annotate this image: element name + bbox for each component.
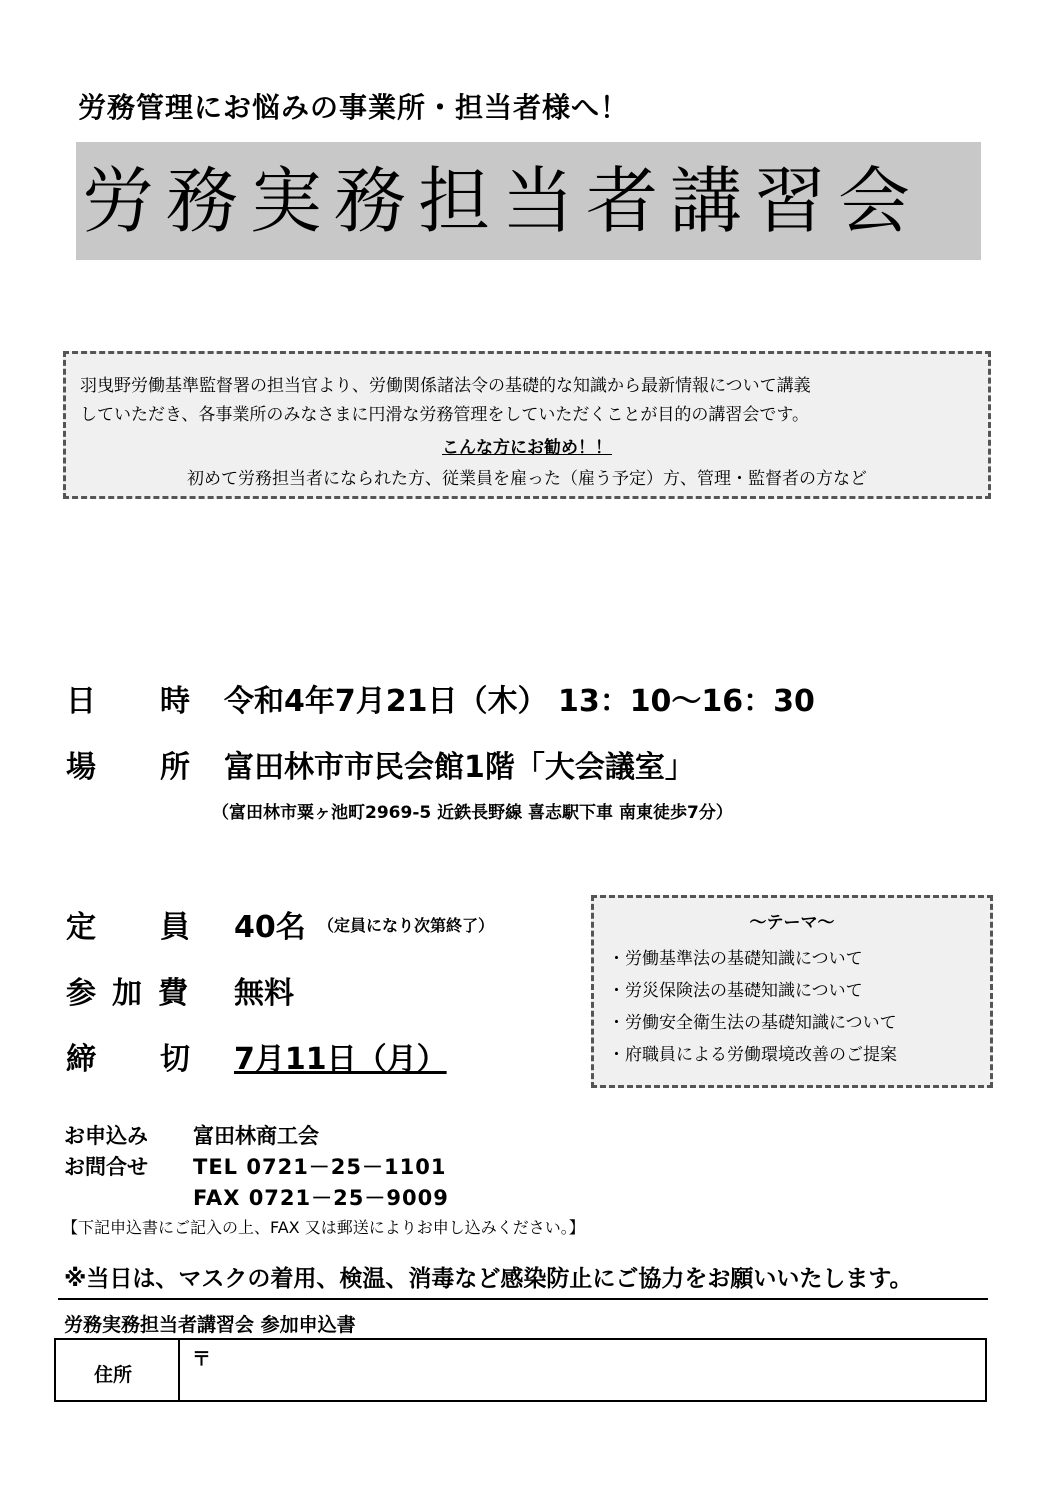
deadline-label-1: 締: [66, 1042, 96, 1077]
inquiry-label: お問合せ: [64, 1155, 148, 1179]
fax-number: FAX 0721－25－9009: [193, 1186, 449, 1210]
capacity-value: 40名: [234, 910, 306, 945]
tel-number: TEL 0721－25－1101: [193, 1155, 447, 1179]
recommend-heading: こんな方にお勧め！！: [442, 438, 612, 458]
subtitle: 労務管理にお悩みの事業所・担当者様へ！: [78, 91, 630, 124]
access-info: （富田林市粟ヶ池町2969-5 近鉄長野線 喜志駅下車 南東徒歩7分）: [212, 803, 733, 823]
date-label-2: 時: [160, 684, 190, 719]
theme-title: ～テーマ～: [749, 913, 835, 933]
apply-organizer: 富田林商工会: [193, 1124, 319, 1148]
form-title: 労務実務担当者講習会 参加申込書: [64, 1314, 356, 1336]
deadline-label-2: 切: [160, 1042, 190, 1077]
cut-line: [58, 1298, 988, 1300]
address-label-cell: [56, 1340, 180, 1400]
postal-mark: 〒: [192, 1348, 212, 1370]
apply-label: お申込み: [64, 1124, 148, 1148]
theme-item: ・労働安全衛生法の基礎知識について: [608, 1013, 897, 1033]
intro-box: [63, 351, 991, 499]
apply-note: 【下記申込書にご記入の上、FAX 又は郵送によりお申し込みください。】: [62, 1218, 585, 1237]
fee-value: 無料: [234, 976, 294, 1011]
covid-notice: ※当日は、マスクの着用、検温、消毒など感染防止にご協力をお願いいたします。: [64, 1266, 913, 1292]
date-value: 令和4年7月21日（木） 13：10～16：30: [224, 684, 815, 719]
application-form-table: [54, 1338, 987, 1402]
intro-text-line-1: 羽曳野労働基準監督署の担当官より、労働関係諸法令の基礎的な知識から最新情報について講義: [80, 376, 811, 396]
capacity-label-1: 定: [66, 910, 96, 945]
fee-label: 参加費: [66, 976, 204, 1011]
deadline-value: 7月11日（月）: [234, 1042, 447, 1077]
target-audience: 初めて労務担当者になられた方、従業員を雇った（雇う予定）方、管理・監督者の方など: [187, 469, 867, 489]
date-label-1: 日: [66, 684, 96, 719]
address-label: 住所: [94, 1364, 133, 1386]
place-value: 富田林市市民会館1階「大会議室」: [224, 750, 695, 785]
intro-text-line-2: していただき、各事業所のみなさまに円滑な労務管理をしていただくことが目的の講習会です。: [80, 405, 809, 425]
capacity-note: （定員になり次第終了）: [318, 916, 495, 935]
theme-item: ・労働基準法の基礎知識について: [608, 949, 863, 969]
theme-box: [591, 895, 993, 1088]
place-label-1: 場: [66, 750, 96, 785]
theme-item: ・労災保険法の基礎知識について: [608, 981, 863, 1001]
page-title: 労務実務担当者講習会: [82, 159, 923, 243]
place-label-2: 所: [160, 750, 190, 785]
theme-item: ・府職員による労働環境改善のご提案: [608, 1045, 897, 1065]
capacity-label-2: 員: [160, 910, 190, 945]
